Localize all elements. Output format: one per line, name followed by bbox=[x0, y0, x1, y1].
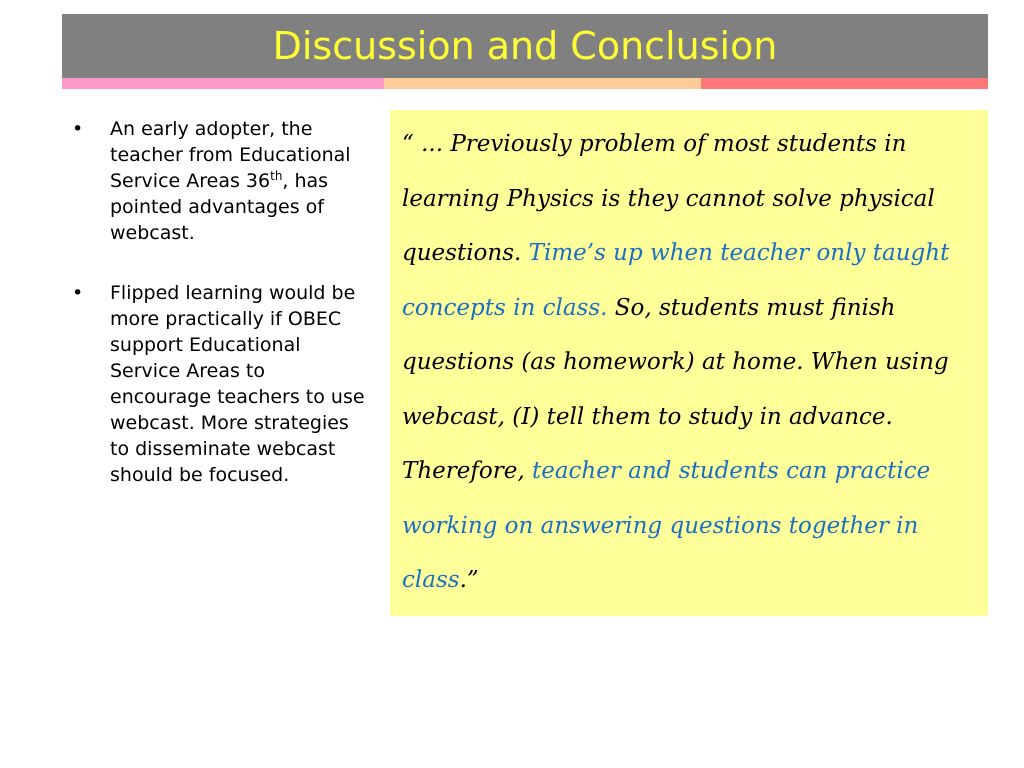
bullet-item-flipped-learning bbox=[72, 280, 372, 488]
bullet-text: An early adopter, the teacher from Educational Service Areas 36 bbox=[110, 118, 351, 192]
accent-stripe-red bbox=[701, 78, 988, 89]
quote-part-1: “ ... Previously problem of most students in learning Physics is they cannot solve physical questions. bbox=[402, 131, 935, 266]
quote-text bbox=[402, 117, 982, 608]
quote-part-3: .” bbox=[459, 567, 479, 593]
accent-stripe-pink bbox=[62, 78, 384, 89]
bullet-text-continued: , has pointed advantages of webcast. bbox=[110, 170, 329, 244]
bullet-dot-icon: • bbox=[72, 282, 84, 304]
ordinal-superscript: th bbox=[270, 169, 283, 183]
quote-highlight-1: Time’s up when teacher only taught concepts in class. bbox=[402, 240, 950, 321]
bullet-text: Flipped learning would be more practically if OBEC support Educational Service Areas to encourage teachers to use webcast. More strategies to disseminate webcast should be focused. bbox=[110, 282, 365, 486]
quote-part-2: So, students must finish questions (as homework) at home. When using webcast, (I) tell them to study in advance. Therefore, bbox=[402, 294, 949, 484]
accent-stripe-peach bbox=[384, 78, 701, 89]
quote-highlight-2: teacher and students can practice working on answering questions together in class bbox=[402, 458, 931, 593]
bullet-dot-icon: • bbox=[72, 118, 84, 140]
slide-title: Discussion and Conclusion bbox=[272, 24, 778, 68]
bullet-item-early-adopter bbox=[72, 116, 372, 246]
bullet-list bbox=[72, 116, 372, 522]
